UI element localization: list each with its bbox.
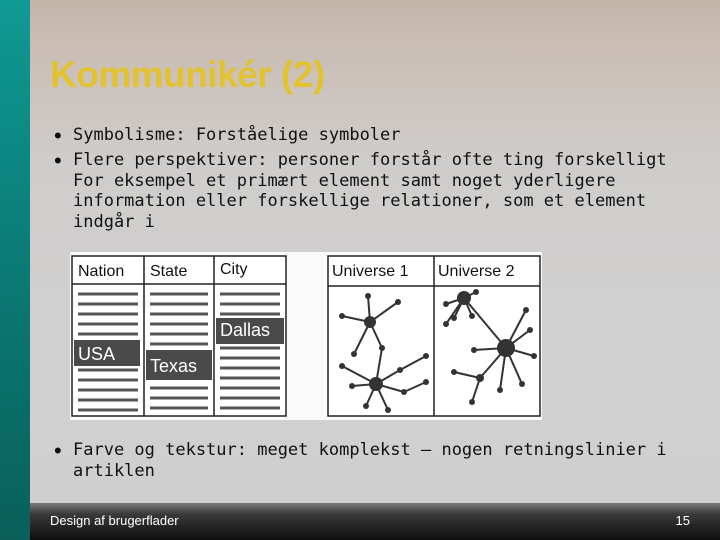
label-usa: USA bbox=[78, 344, 116, 364]
bullet-3-line-2: artiklen bbox=[73, 460, 155, 481]
bullet-2-line-3: information eller forskellige relationer, som et element bbox=[73, 191, 647, 211]
bullet-icon: • bbox=[54, 148, 62, 173]
perspective-figure bbox=[70, 252, 542, 420]
header-nation: Nation bbox=[78, 263, 125, 280]
bullet-2-line-4: indgår i bbox=[73, 211, 155, 232]
slide-title: Kommunikér (2) bbox=[50, 54, 325, 95]
label-dallas: Dallas bbox=[220, 320, 271, 340]
label-texas: Texas bbox=[150, 356, 198, 376]
bullet-2-line-2: For eksempel et primært element samt noget yderligere bbox=[73, 170, 616, 191]
left-accent-band bbox=[0, 0, 30, 540]
bullet-3-text bbox=[73, 440, 713, 481]
bullet-2-text bbox=[73, 150, 713, 232]
bullet-1-text bbox=[73, 125, 713, 146]
footer-course-title: Design af brugerflader bbox=[50, 513, 179, 528]
page-number: 15 bbox=[675, 513, 690, 528]
header-city: City bbox=[220, 261, 248, 278]
bullet-1-line-1: Symbolisme: Forståelige symboler bbox=[73, 125, 401, 145]
header-universe-2: Universe 2 bbox=[438, 263, 515, 280]
bullet-3-line-1: Farve og tekstur: meget komplekst – nogen retningslinier i bbox=[73, 440, 667, 460]
header-universe-1: Universe 1 bbox=[332, 263, 409, 280]
figure-svg bbox=[70, 252, 542, 420]
bullet-2-line-1: Flere perspektiver: personer forstår ofte ting forskelligt bbox=[73, 150, 667, 170]
header-state: State bbox=[150, 263, 188, 280]
bullet-icon: • bbox=[54, 123, 62, 148]
bullet-icon: • bbox=[54, 438, 62, 463]
